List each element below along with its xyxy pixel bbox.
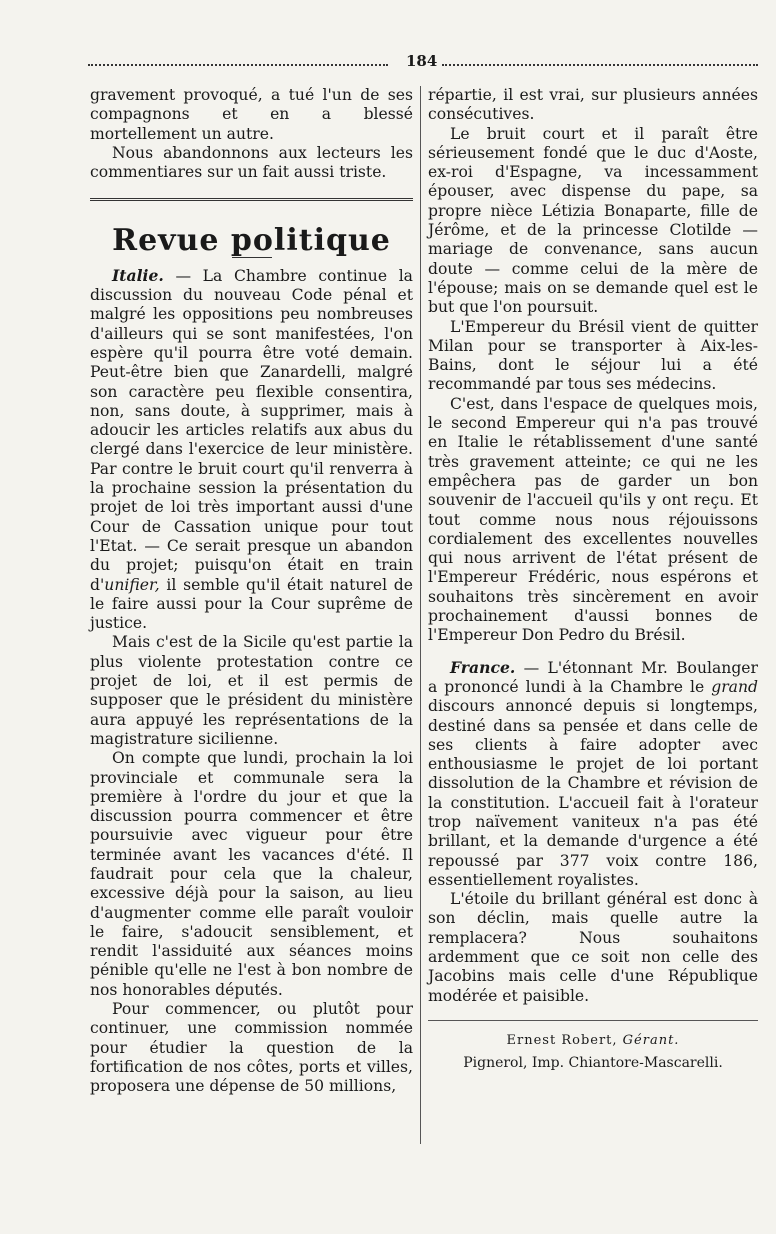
paragraph-repartie: répartie, il est vrai, sur plusieurs années consécutives. [428, 86, 758, 124]
paragraph-aoste: Le bruit court et il paraît être sérieusement fondé que le duc d'Aoste, ex-roi d'Espagne, va incessamment épouser, avec dispense du pape, sa propre nièce Létizia Bonaparte, fille de Jérôme, et de la princesse Clotilde — mariage de convenance, sans aucun doute — comme celui de la mère de l'épouse; mais on se demande quel est le but que l'on poursuit. [428, 124, 758, 317]
gerant-name: Ernest Robert [506, 1032, 613, 1048]
italie-text: — La Chambre continue la discussion du nouveau Code pénal et malgré les oppositions peu nombreuses d'ailleurs qui se sont manifestées, l'on espère qu'il pourra être voté demain. Peut-être bien que Zanardelli, malgré son caractère peu flexible consentira, non, sans doute, à supprimer, mais à adoucir les articles relatifs aux abus du clergé dans l'exercice de leur ministère. Par contre le bruit court qu'il renverra à la prochaine session la présentation du projet de loi très important aussi d'une Cour de Cassation unique pour tout l'Etat. — Ce serait presque un abandon du projet; puisqu'on était en train d' [90, 266, 413, 594]
paragraph-sicile: Mais c'est de la Sicile qu'est partie la plus violente protestation contre ce projet de loi, et il est permis de supposer que le président du ministère aura appuyé les représentations de la magistrature sicilienne. [90, 633, 413, 748]
paragraph-continued: gravement provoqué, a tué l'un de ses compagnons et en a blessé mortellement un autre. [90, 86, 413, 143]
section-divider [90, 198, 413, 201]
paragraph-italie [90, 266, 413, 634]
column-divider [420, 86, 421, 1144]
paragraph-etoile: L'étoile du brillant général est donc à son déclin, mais quelle autre la remplacera? Nous souhaitons ardemment que ce soit non celle des Jacobins mais celle d'une République modérée et paisible. [428, 890, 758, 1005]
left-column [90, 86, 413, 1097]
paragraph-gap [428, 646, 758, 658]
kicker-france: France. [450, 657, 516, 677]
kicker-italie: Italie. [112, 265, 164, 285]
paragraph-cest: C'est, dans l'espace de quelques mois, le second Empereur qui n'a pas trouvé en Italie le rétablissement d'une santé très gravement atteinte; ce qui ne les empêchera pas de garder un bon souvenir de l'accueil qu'ils y ont reçu. Et tout comme nous nous réjouissons cordialement des excellentes nouvelles qui nous arrivent de l'état présent de l'Empereur Frédéric, nous espérons et souhaitons très sincèrement en avoir prochainement d'aussi bonnes de l'Empereur Don Pedro du Brésil. [428, 394, 758, 645]
header-rule-right [442, 64, 758, 66]
france-italic: grand [711, 677, 758, 696]
header-rule-left [88, 64, 388, 66]
paragraph-france [428, 658, 758, 891]
italie-text-2: il semble qu'il était naturel de le faire aussi pour la Cour suprême de justice. [90, 575, 413, 633]
paragraph-commentaires: Nous abandonnons aux lecteurs les commentiares sur un fait aussi triste. [90, 143, 413, 182]
italie-italic: unifier, [104, 575, 160, 594]
france-text-2: discours annoncé depuis si longtemps, destiné dans sa pensée et dans celle de ses clients à faire adopter avec enthousiasme le projet de loi portant dissolution de la Chambre et révision de la constitution. L'accueil fait à l'orateur trop naïvement vaniteux n'a pas été brillant, et la demande d'urgence a été repoussé par 377 voix contre 186, essentiellement royalistes. [428, 697, 758, 889]
gerant-line: Ernest Robert, Gérant. [506, 1032, 680, 1048]
paragraph-bresil: L'Empereur du Brésil vient de quitter Milan pour se transporter à Aix-les-Bains, dont le séjour lui a été recommandé par tous ses médecins. [428, 317, 758, 394]
paragraph-lundi: On compte que lundi, prochain la loi provinciale et communale sera la première à l'ordre du jour et que la discussion pourra commencer et être poursuivie avec vigueur pour être terminée avant les vacances d'été. Il faudrait pour cela que la chaleur, excessive déjà pour la saison, au lieu d'augmenter comme elle paraît vouloir le faire, s'adoucit sensiblement, et rendit l'assiduité aux séances moins pénible qu'elle ne l'est à bon nombre de nos honorables députés. [90, 749, 413, 999]
gerant-title: Gérant. [622, 1032, 680, 1048]
page-number: 184 [406, 52, 438, 70]
section-title: Revue politique [112, 223, 391, 259]
imprint-line: Pignerol, Imp. Chiantore-Mascarelli. [463, 1055, 723, 1072]
page-header [88, 52, 758, 72]
france-text: — L'étonnant Mr. Boulanger a prononcé lundi à la Chambre le [428, 658, 758, 696]
paragraph-pour-commencer: Pour commencer, ou plutôt pour continuer, une commission nommée pour étudier la question de la fortification de nos côtes, ports et villes, proposera une dépense de 50 millions, [90, 1000, 413, 1096]
right-column [428, 86, 758, 1074]
signature-rule [428, 1020, 758, 1021]
